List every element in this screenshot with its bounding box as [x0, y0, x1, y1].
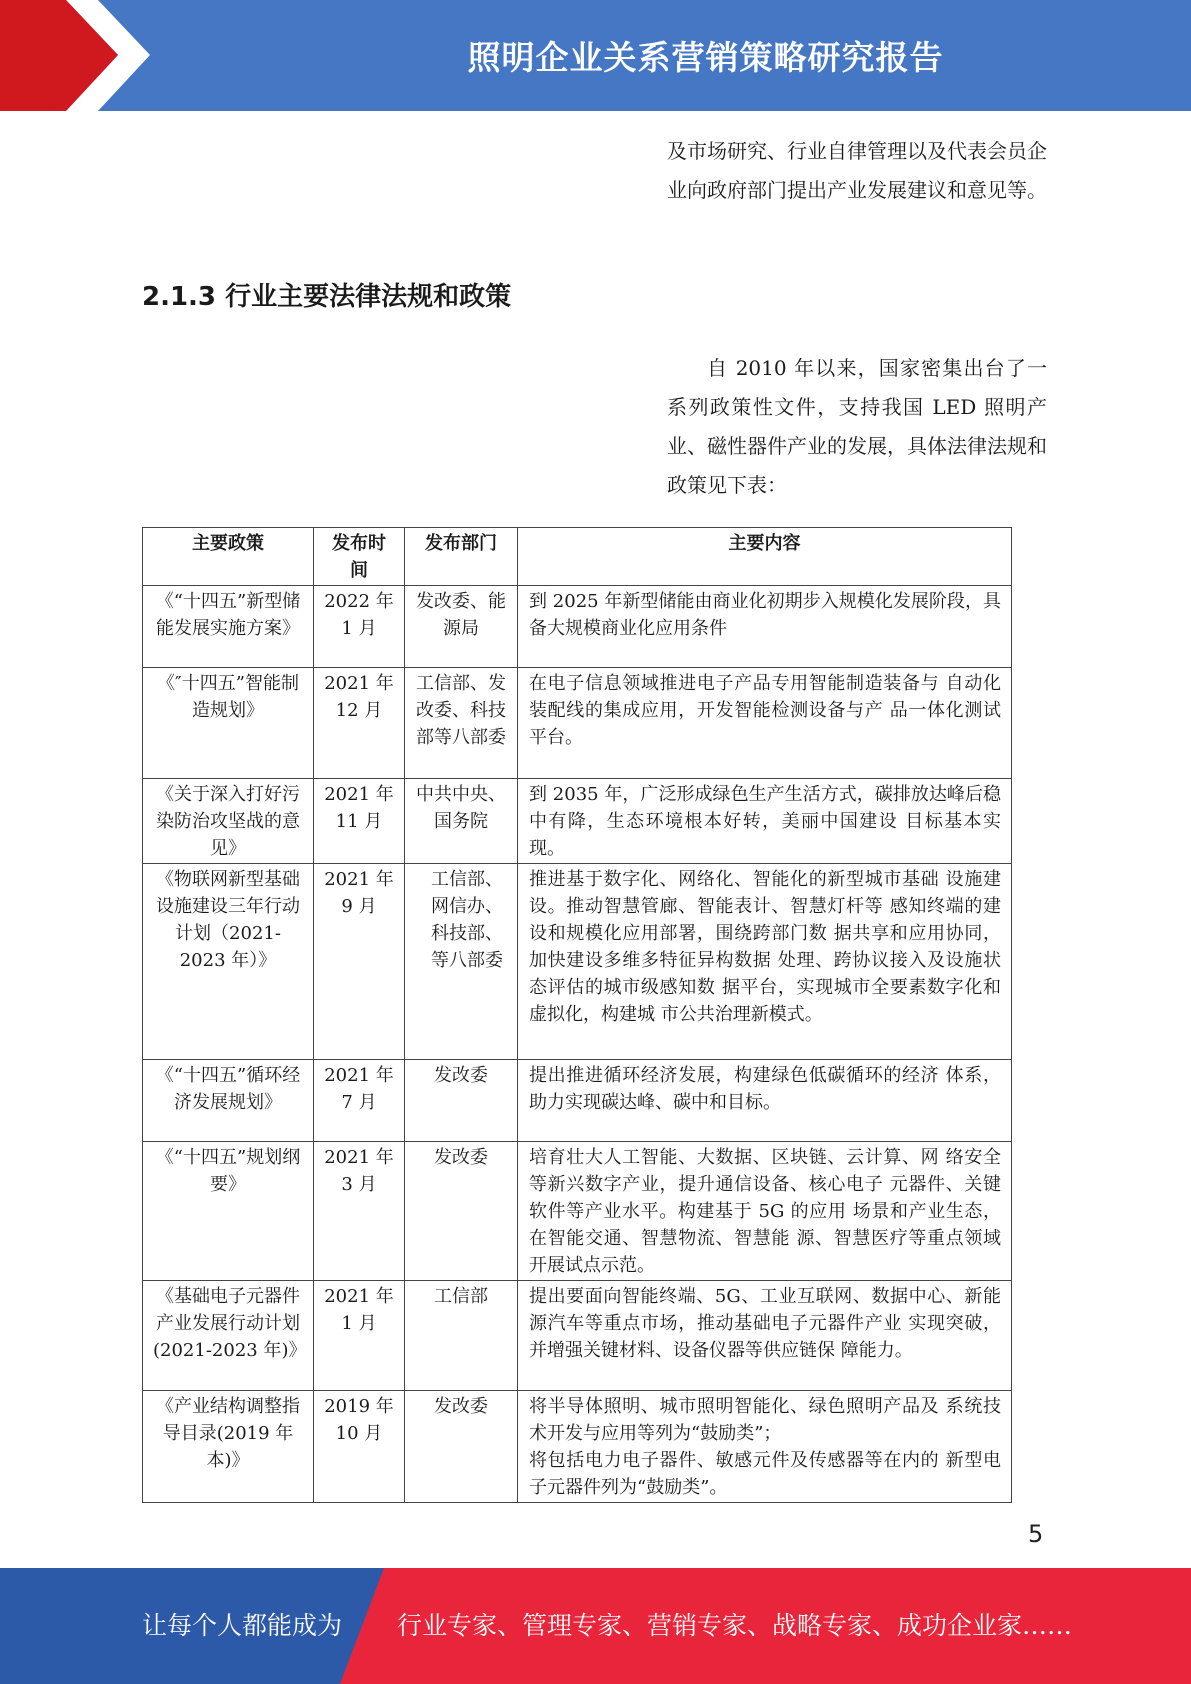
page-number: 5 — [1028, 1520, 1044, 1548]
policy-name: 《“十四五”循环经济发展规划》 — [143, 1060, 314, 1142]
report-title: 照明企业关系营销策略研究报告 — [467, 38, 944, 77]
policy-date: 2021 年 3 月 — [314, 1142, 405, 1281]
column-header-dept: 发布部门 — [405, 528, 518, 586]
policy-content-cell — [518, 1391, 1012, 1503]
policy-dept: 发改委 — [405, 1391, 518, 1503]
policy-table — [142, 527, 1012, 1503]
section-heading: 2.1.3 行业主要法律法规和政策 — [142, 282, 512, 312]
policy-name: 《基础电子元器件产业发展行动计划(2021-2023 年)》 — [143, 1281, 314, 1391]
policy-name: 《″十四五”智能制造规划》 — [143, 668, 314, 779]
policy-date: 2021 年 1 月 — [314, 1281, 405, 1391]
policy-name: 《产业结构调整指导目录(2019 年本)》 — [143, 1391, 314, 1503]
table-header-row — [143, 528, 1012, 586]
policy-name: 《物联网新型基础设施建设三年行动计划（2021-2023 年）》 — [143, 864, 314, 1060]
policy-date: 2019 年 10 月 — [314, 1391, 405, 1503]
policy-name: 《关于深入打好污染防治攻坚战的意见》 — [143, 779, 314, 864]
policy-dept: 发改委 — [405, 1142, 518, 1281]
policy-dept: 中共中央、国务院 — [405, 779, 518, 864]
policy-content: 培育壮大人工智能、大数据、区块链、云计算、网 络安全等新兴数字产业，提升通信设备、核心电子 元器件、关键软件等产业水平。构建基于 5G 的应用 场景和产业生态，在智能交通、智慧物流、智慧能 源、智慧医疗等重点领域开展试点示范。 — [518, 1142, 1012, 1281]
policy-dept: 工信部、发改委、科技部等八部委 — [405, 668, 518, 779]
table-row — [143, 586, 1012, 668]
policy-dept: 发改委、能源局 — [405, 586, 518, 668]
table-row — [143, 1060, 1012, 1142]
policy-dept: 工信部、网信办、科技部、等八部委 — [405, 864, 518, 1060]
policy-date: 2021 年 11 月 — [314, 779, 405, 864]
policy-date: 2022 年 1 月 — [314, 586, 405, 668]
policy-content: 在电子信息领域推进电子产品专用智能制造装备与 自动化装配线的集成应用，开发智能检测设备与产 品一体化测试平台。 — [518, 668, 1012, 779]
column-header-date: 发布时间 — [314, 528, 405, 586]
page-header — [0, 0, 1191, 111]
page-footer — [0, 1568, 1191, 1684]
policy-date: 2021 年 12 月 — [314, 668, 405, 779]
table-row — [143, 1281, 1012, 1391]
policy-dept: 工信部 — [405, 1281, 518, 1391]
table-row — [143, 779, 1012, 864]
table-row — [143, 1391, 1012, 1503]
policy-name: 《“十四五”规划纲要》 — [143, 1142, 314, 1281]
policy-content-extra: 将包括电力电子器件、敏感元件及传感器等在内的 新型电子元器件列为“鼓励类”。 — [529, 1450, 1001, 1498]
policy-name: 《“十四五”新型储能发展实施方案》 — [143, 586, 314, 668]
column-header-content: 主要内容 — [518, 528, 1012, 586]
table-row — [143, 864, 1012, 1060]
footer-slogan-left: 让每个人都能成为 — [142, 1611, 343, 1640]
policy-content: 提出推进循环经济发展，构建绿色低碳循环的经济 体系，助力实现碳达峰、碳中和目标。 — [518, 1060, 1012, 1142]
policy-dept: 发改委 — [405, 1060, 518, 1142]
policy-content: 提出要面向智能终端、5G、工业互联网、数据中心、新能源汽车等重点市场，推动基础电子元器件产业 实现突破，并增强关键材料、设备仪器等供应链保 障能力。 — [518, 1281, 1012, 1391]
policy-content: 到 2025 年新型储能由商业化初期步入规模化发展阶段，具备大规模商业化应用条件 — [518, 586, 1012, 668]
policy-date: 2021 年 7 月 — [314, 1060, 405, 1142]
policy-content: 将半导体照明、城市照明智能化、绿色照明产品及 系统技术开发与应用等列为“鼓励类”； — [529, 1396, 1001, 1444]
table-row — [143, 668, 1012, 779]
footer-slogan-right: 行业专家、管理专家、营销专家、战略专家、成功企业家…… — [397, 1611, 1073, 1640]
policy-content: 到 2035 年，广泛形成绿色生产生活方式，碳排放达峰后稳中有降，生态环境根本好转，美丽中国建设 目标基本实现。 — [518, 779, 1012, 864]
policy-content: 推进基于数字化、网络化、智能化的新型城市基础 设施建设。推动智慧管廊、智能表计、智慧灯杆等 感知终端的建设和规模化应用部署，围绕跨部门数 据共享和应用协同，加快建设多维多特征异构数据 处理、跨协议接入及设施状态评估的城市级感知数 据平台，实现城市全要素数字化和虚拟化，构建城 市公共治理新模式。 — [518, 864, 1012, 1060]
intro-paragraph: 及市场研究、行业自律管理以及代表会员企业向政府部门提出产业发展建议和意见等。 — [667, 139, 1047, 202]
column-header-policy: 主要政策 — [143, 528, 314, 586]
policy-date: 2021 年 9 月 — [314, 864, 405, 1060]
table-row — [143, 1142, 1012, 1281]
section-paragraph: 自 2010 年以来，国家密集出台了一系列政策性文件，支持我国 LED 照明产业、磁性器件产业的发展，具体法律法规和政策见下表： — [667, 356, 1047, 497]
